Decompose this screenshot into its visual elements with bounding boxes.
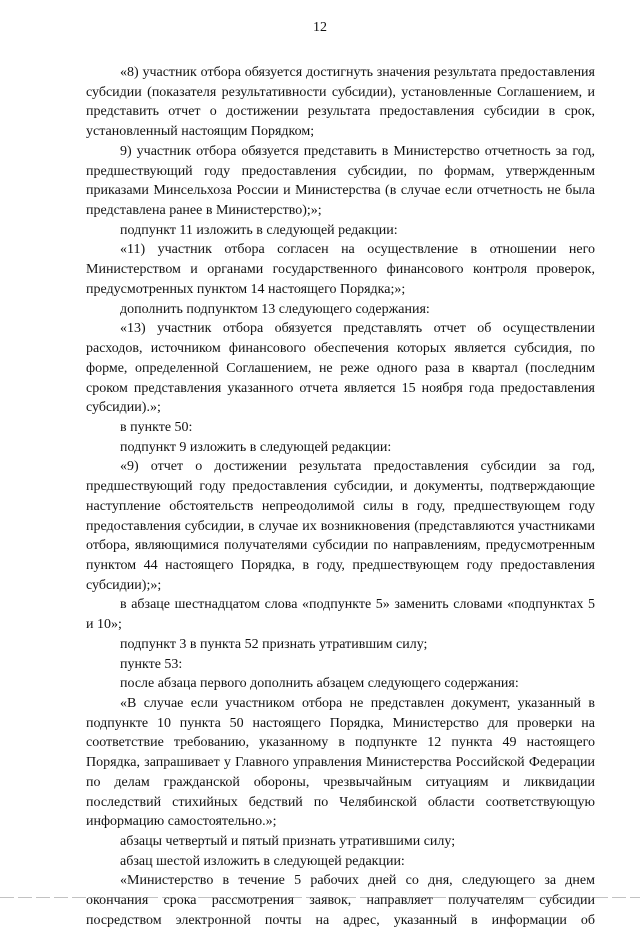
paragraph-15: абзацы четвертый и пятый признать утратившими силу; bbox=[120, 834, 456, 850]
paragraph-3: подпункт 11 изложить в следующей редакции: bbox=[120, 222, 398, 238]
paragraph-2: 9) участник отбора обязуется представить в Министерство отчетность за год, предшествующий году предоставления субсидии, по формам, утвержденным приказами Минсельхоза России и Министерства (в случае если отчетность не была представлена ранее в Министерство);»; bbox=[86, 143, 595, 219]
paragraph-14: «В случае если участником отбора не представлен документ, указанный в подпункте 10 пункта 50 настоящего Порядка, Министерство для проверки на соответствие требованию, указанному в подпункте 12 пункта 49 настоящего Порядка, запрашивает у Главного управления Министерства Российской Федерации по делам гражданской обороны, чрезвычайным ситуациям и ликвидации последствий стихийных бедствий по Челябинской области соответствующую информацию самостоятельно.»; bbox=[86, 696, 595, 830]
paragraph-6: «13) участник отбора обязуется представлять отчет об осуществлении расходов, источником финансового обеспечения которых является субсидия, по форме, определенной Соглашением, не реже одного раза в квартал (последним сроком представления указанного отчета является 15 ноября года предоставления субсидии).»; bbox=[86, 321, 595, 416]
paragraph-16: абзац шестой изложить в следующей редакции: bbox=[120, 853, 405, 869]
paragraph-11: подпункт 3 в пункта 52 признать утратившим силу; bbox=[120, 636, 428, 652]
paragraph-4: «11) участник отбора согласен на осуществление в отношении него Министерством и органами государственного финансового контроля проверок, предусмотренных пунктом 14 настоящего Порядка;»; bbox=[86, 242, 595, 297]
paragraph-8: подпункт 9 изложить в следующей редакции: bbox=[120, 439, 392, 455]
paragraph-10: в абзаце шестнадцатом слова «подпункте 5» заменить словами «подпунктах 5 и 10»; bbox=[86, 597, 595, 633]
paragraph-17: «Министерство в течение 5 рабочих дней со дня, следующего за днем окончания срока рассмотрения заявок, направляет получателям субсидии посредством электронной почты на адрес, указанный в информации об bbox=[86, 873, 595, 928]
bottom-scan-edge bbox=[0, 897, 640, 898]
paragraph-7: в пункте 50: bbox=[120, 419, 193, 435]
paragraph-5: дополнить подпунктом 13 следующего содержания: bbox=[120, 301, 430, 317]
page-number: 12 bbox=[313, 20, 327, 35]
document-body bbox=[86, 63, 595, 931]
paragraph-12: пункте 53: bbox=[120, 656, 183, 672]
paragraph-9: «9) отчет о достижении результата предоставления субсидии за год, предшествующий году предоставления субсидии, и документы, подтверждающие наступление обстоятельств непреодолимой силы в году, предшествующем году предоставления субсидии, в случае их возникновения (представляются участниками отбора, являющимися получателями субсидии по направлениям, предусмотренным пунктом 44 настоящего Порядка, в году, предшествующем году предоставления субсидии);»; bbox=[86, 459, 595, 593]
paragraph-1: «8) участник отбора обязуется достигнуть значения результата предоставления субсидии (показателя результативности субсидии), установленные Соглашением, и представить отчет о достижении результата предоставления субсидии в срок, установленный настоящим Порядком; bbox=[86, 65, 595, 140]
paragraph-13: после абзаца первого дополнить абзацем следующего содержания: bbox=[120, 676, 519, 692]
